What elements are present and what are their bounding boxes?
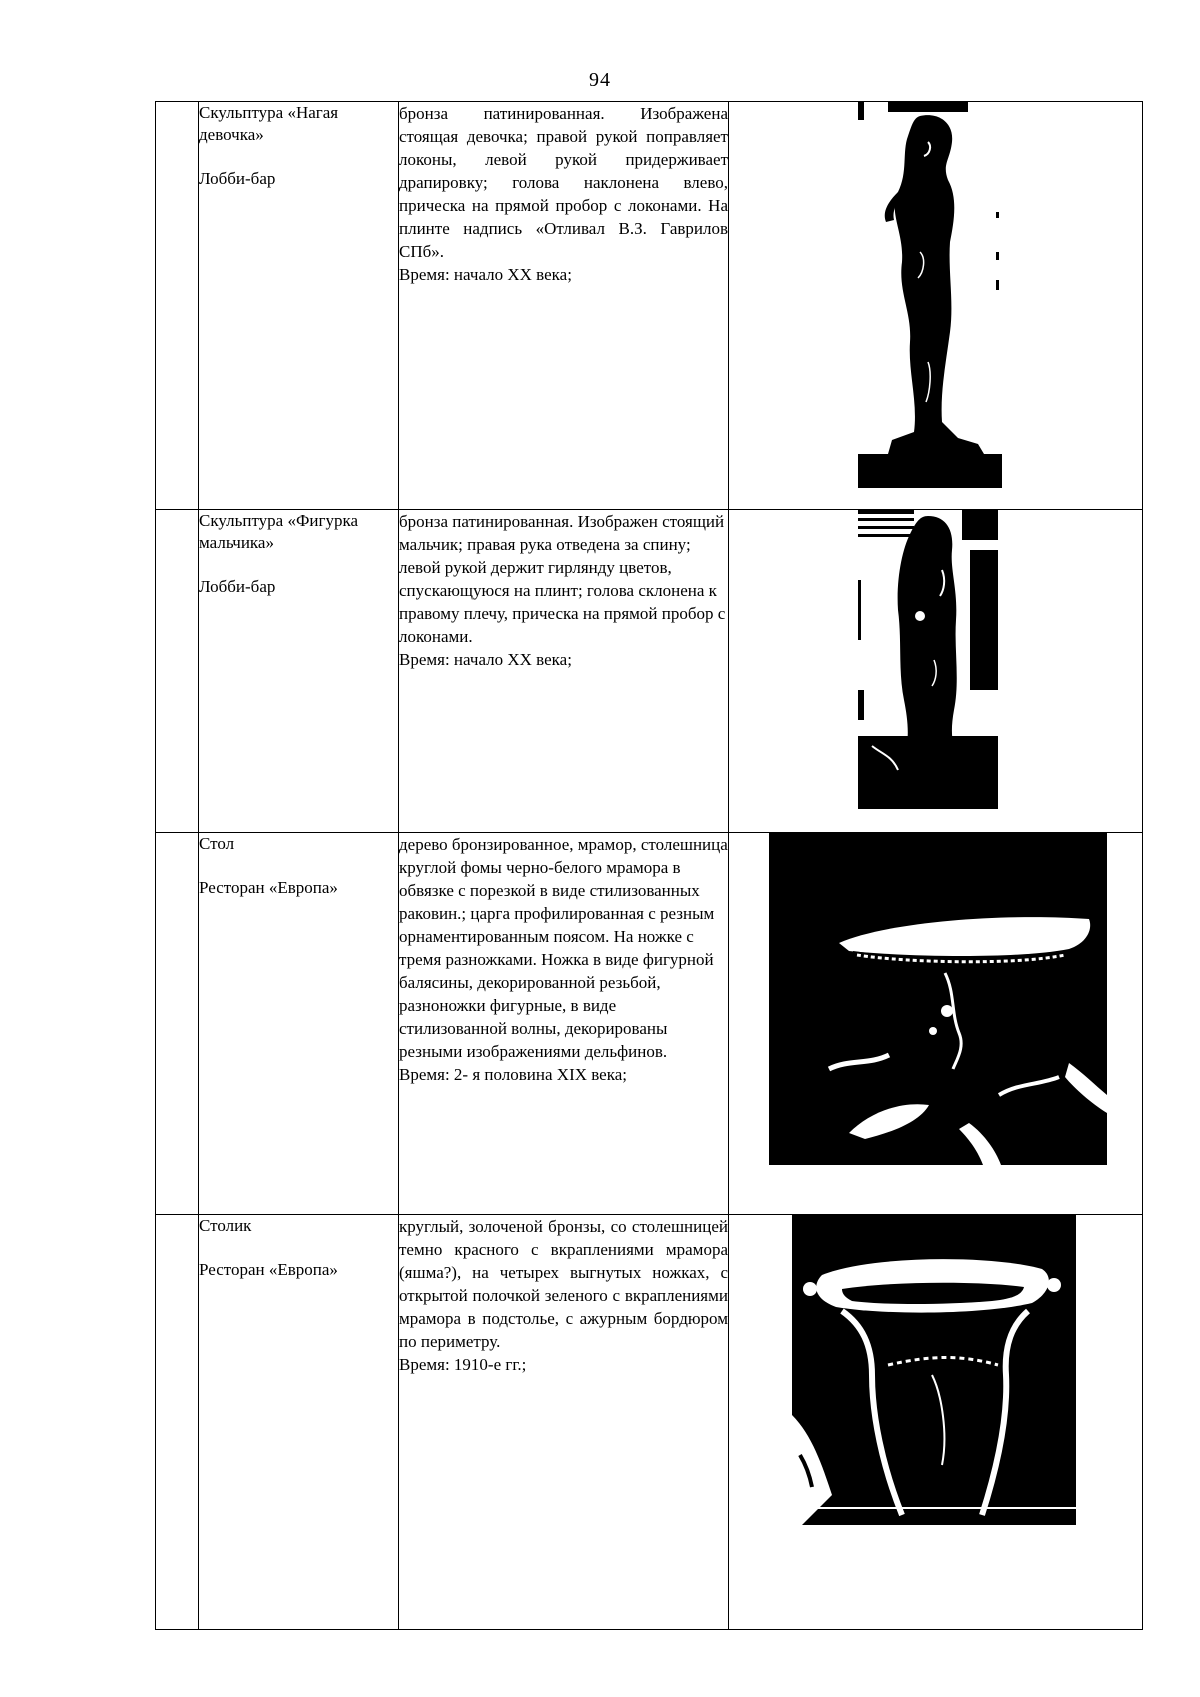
item-description-cell bbox=[399, 102, 729, 510]
table-row bbox=[156, 1215, 1143, 1630]
item-photo-cell bbox=[729, 102, 1143, 510]
figurine-girl-photo bbox=[858, 102, 1002, 488]
item-period: Время: 1910-е гг.; bbox=[399, 1355, 527, 1374]
item-location: Лобби-бар bbox=[199, 577, 276, 596]
page-number: 94 bbox=[589, 69, 611, 91]
item-description: бронза патинированная. Изображена стоящая девочка; правой рукой поправляет локоны, левой рукой придерживает драпировку; голова наклонена влево, прическа на прямой пробор с локонами. На плинте надпись «Отливал В.З. Гаврилов СПб». bbox=[399, 104, 728, 261]
item-location: Ресторан «Европа» bbox=[199, 1260, 338, 1279]
item-description-cell bbox=[399, 833, 729, 1215]
item-title: Скульптура «Нагая девочка» bbox=[199, 103, 339, 144]
table-row bbox=[156, 833, 1143, 1215]
item-location: Лобби-бар bbox=[199, 169, 276, 188]
item-location: Ресторан «Европа» bbox=[199, 878, 338, 897]
item-title: Стол bbox=[199, 834, 235, 853]
row-number-cell bbox=[156, 102, 199, 510]
item-description-cell bbox=[399, 510, 729, 833]
row-number-cell bbox=[156, 510, 199, 833]
side-table-photo bbox=[792, 1215, 1076, 1525]
item-photo-cell bbox=[729, 833, 1143, 1215]
item-name-cell bbox=[199, 102, 399, 510]
item-period: Время: начало XX века; bbox=[399, 265, 572, 284]
item-period: Время: 2- я половина XIX века; bbox=[399, 1065, 627, 1084]
item-title: Скульптура «Фигурка мальчика» bbox=[199, 511, 358, 552]
table-row bbox=[156, 510, 1143, 833]
item-name-cell bbox=[199, 1215, 399, 1630]
item-period: Время: начало XX века; bbox=[399, 650, 572, 669]
item-name-cell bbox=[199, 833, 399, 1215]
row-number-cell bbox=[156, 1215, 199, 1630]
figurine-boy-photo bbox=[858, 510, 998, 809]
item-description: дерево бронзированное, мрамор, столешница круглой фомы черно-белого мрамора в обвязке с порезкой в виде стилизованных раковин.; царга профилированная с резным орнаментированным поясом. На ножке с тремя разножками. Ножка в виде фигурной балясины, декорированной резьбой, разноножки фигурные, в виде стилизованной волны, декорированы резными изображениями дельфинов. bbox=[399, 835, 728, 1061]
item-name-cell bbox=[199, 510, 399, 833]
item-description-cell bbox=[399, 1215, 729, 1630]
table-photo bbox=[769, 833, 1107, 1165]
item-description: бронза патинированная. Изображен стоящий мальчик; правая рука отведена за спину; левой рукой держит гирлянду цветов, спускающуюся на плинт; голова склонена к правому плечу, прическа на прямой пробор с локонами. bbox=[399, 512, 726, 646]
item-title: Столик bbox=[199, 1216, 252, 1235]
row-number-cell bbox=[156, 833, 199, 1215]
table-row bbox=[156, 102, 1143, 510]
item-description: круглый, золоченой бронзы, со столешницей темно красного с вкраплениями мрамора (яшма?), на четырех выгнутых ножках, с открытой полочкой зеленого с вкраплениями мрамора в подстолье, с ажурным бордюром по периметру. bbox=[399, 1217, 728, 1351]
item-photo-cell bbox=[729, 510, 1143, 833]
item-photo-cell bbox=[729, 1215, 1143, 1630]
inventory-table bbox=[155, 101, 1143, 1630]
